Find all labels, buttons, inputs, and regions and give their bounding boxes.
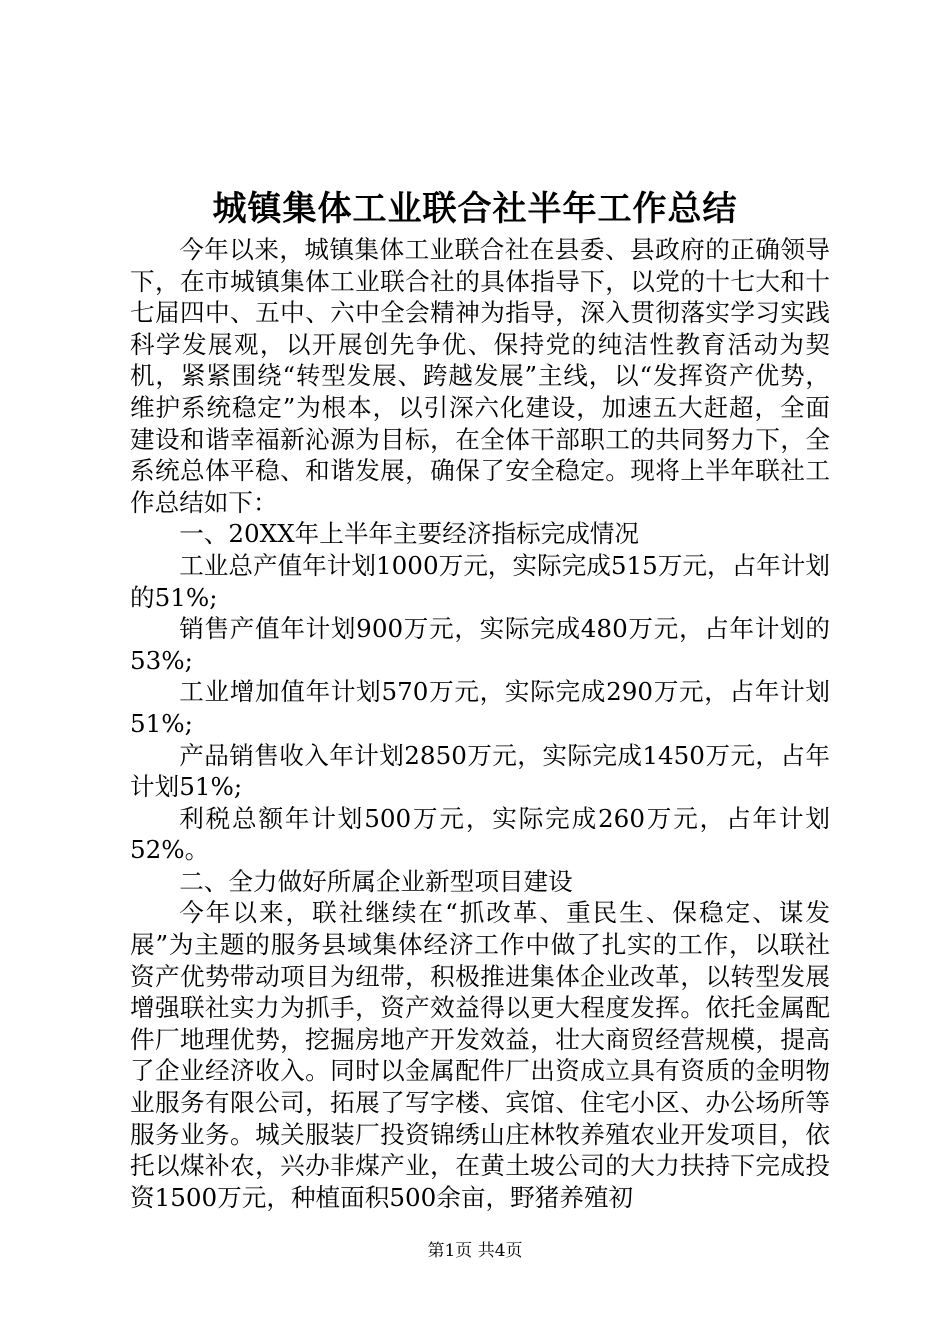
document-title: 城镇集体工业联合社半年工作总结 [212,189,738,229]
page-number-footer: 第1页 共4页 [427,1241,523,1261]
indicator-industrial-output: 工业总产值年计划1000万元，实际完成515万元，占年计划的51%; [130,550,830,612]
indicator-value-added: 工业增加值年计划570万元，实际完成290万元，占年计划51%; [130,677,830,738]
section-heading-1: 一、20XX年上半年主要经济指标完成情况 [179,519,640,549]
section-heading-2: 二、全力做好所属企业新型项目建设 [179,866,573,896]
indicator-sales-output: 销售产值年计划900万元，实际完成480万元，占年计划的53%; [130,614,830,675]
intro-paragraph: 今年以来，城镇集体工业联合社在县委、县政府的正确领导下，在市城镇集体工业联合社的具体指导下，以党的十七大和十七届四中、五中、六中全会精神为指导，深入贯彻落实学习实践科学发展观，以开展创先争优、保持党的纯洁性教育活动为契机，紧紧围绕“转型发展、跨越发展”主线，以“发挥资产优势，维护系统稳定”为根本，以引深六化建设，加速五大赶超，全面建设和谐幸福新沁源为目标，在全体干部职工的共同努力下，全系统总体平稳、和谐发展，确保了安全稳定。现将上半年联社工作总结如下： [130,235,830,517]
document-body [130,234,830,1213]
indicator-profit-tax: 利税总额年计划500万元，实际完成260万元，占年计划52%。 [130,803,830,865]
projects-paragraph: 今年以来，联社继续在“抓改革、重民生、保稳定、谋发展”为主题的服务县域集体经济工作中做了扎实的工作，以联社资产优势带动项目为纽带，积极推进集体企业改革，以转型发展增强联社实力为抓手，资产效益得以更大程度发挥。依托金属配件厂地理优势，挖掘房地产开发效益，壮大商贸经营规模，提高了企业经济收入。同时以金属配件厂出资成立具有资质的金明物业服务有限公司，拓展了写字楼、宾馆、住宅小区、办公场所等服务业务。城关服装厂投资锦绣山庄林牧养殖农业开发项目，依托以煤补农，兴办非煤产业，在黄土坡公司的大力扶持下完成投资1500万元，种植面积500余亩，野猪养殖初 [130,898,830,1212]
indicator-sales-revenue: 产品销售收入年计划2850万元，实际完成1450万元，占年计划51%; [130,740,830,802]
